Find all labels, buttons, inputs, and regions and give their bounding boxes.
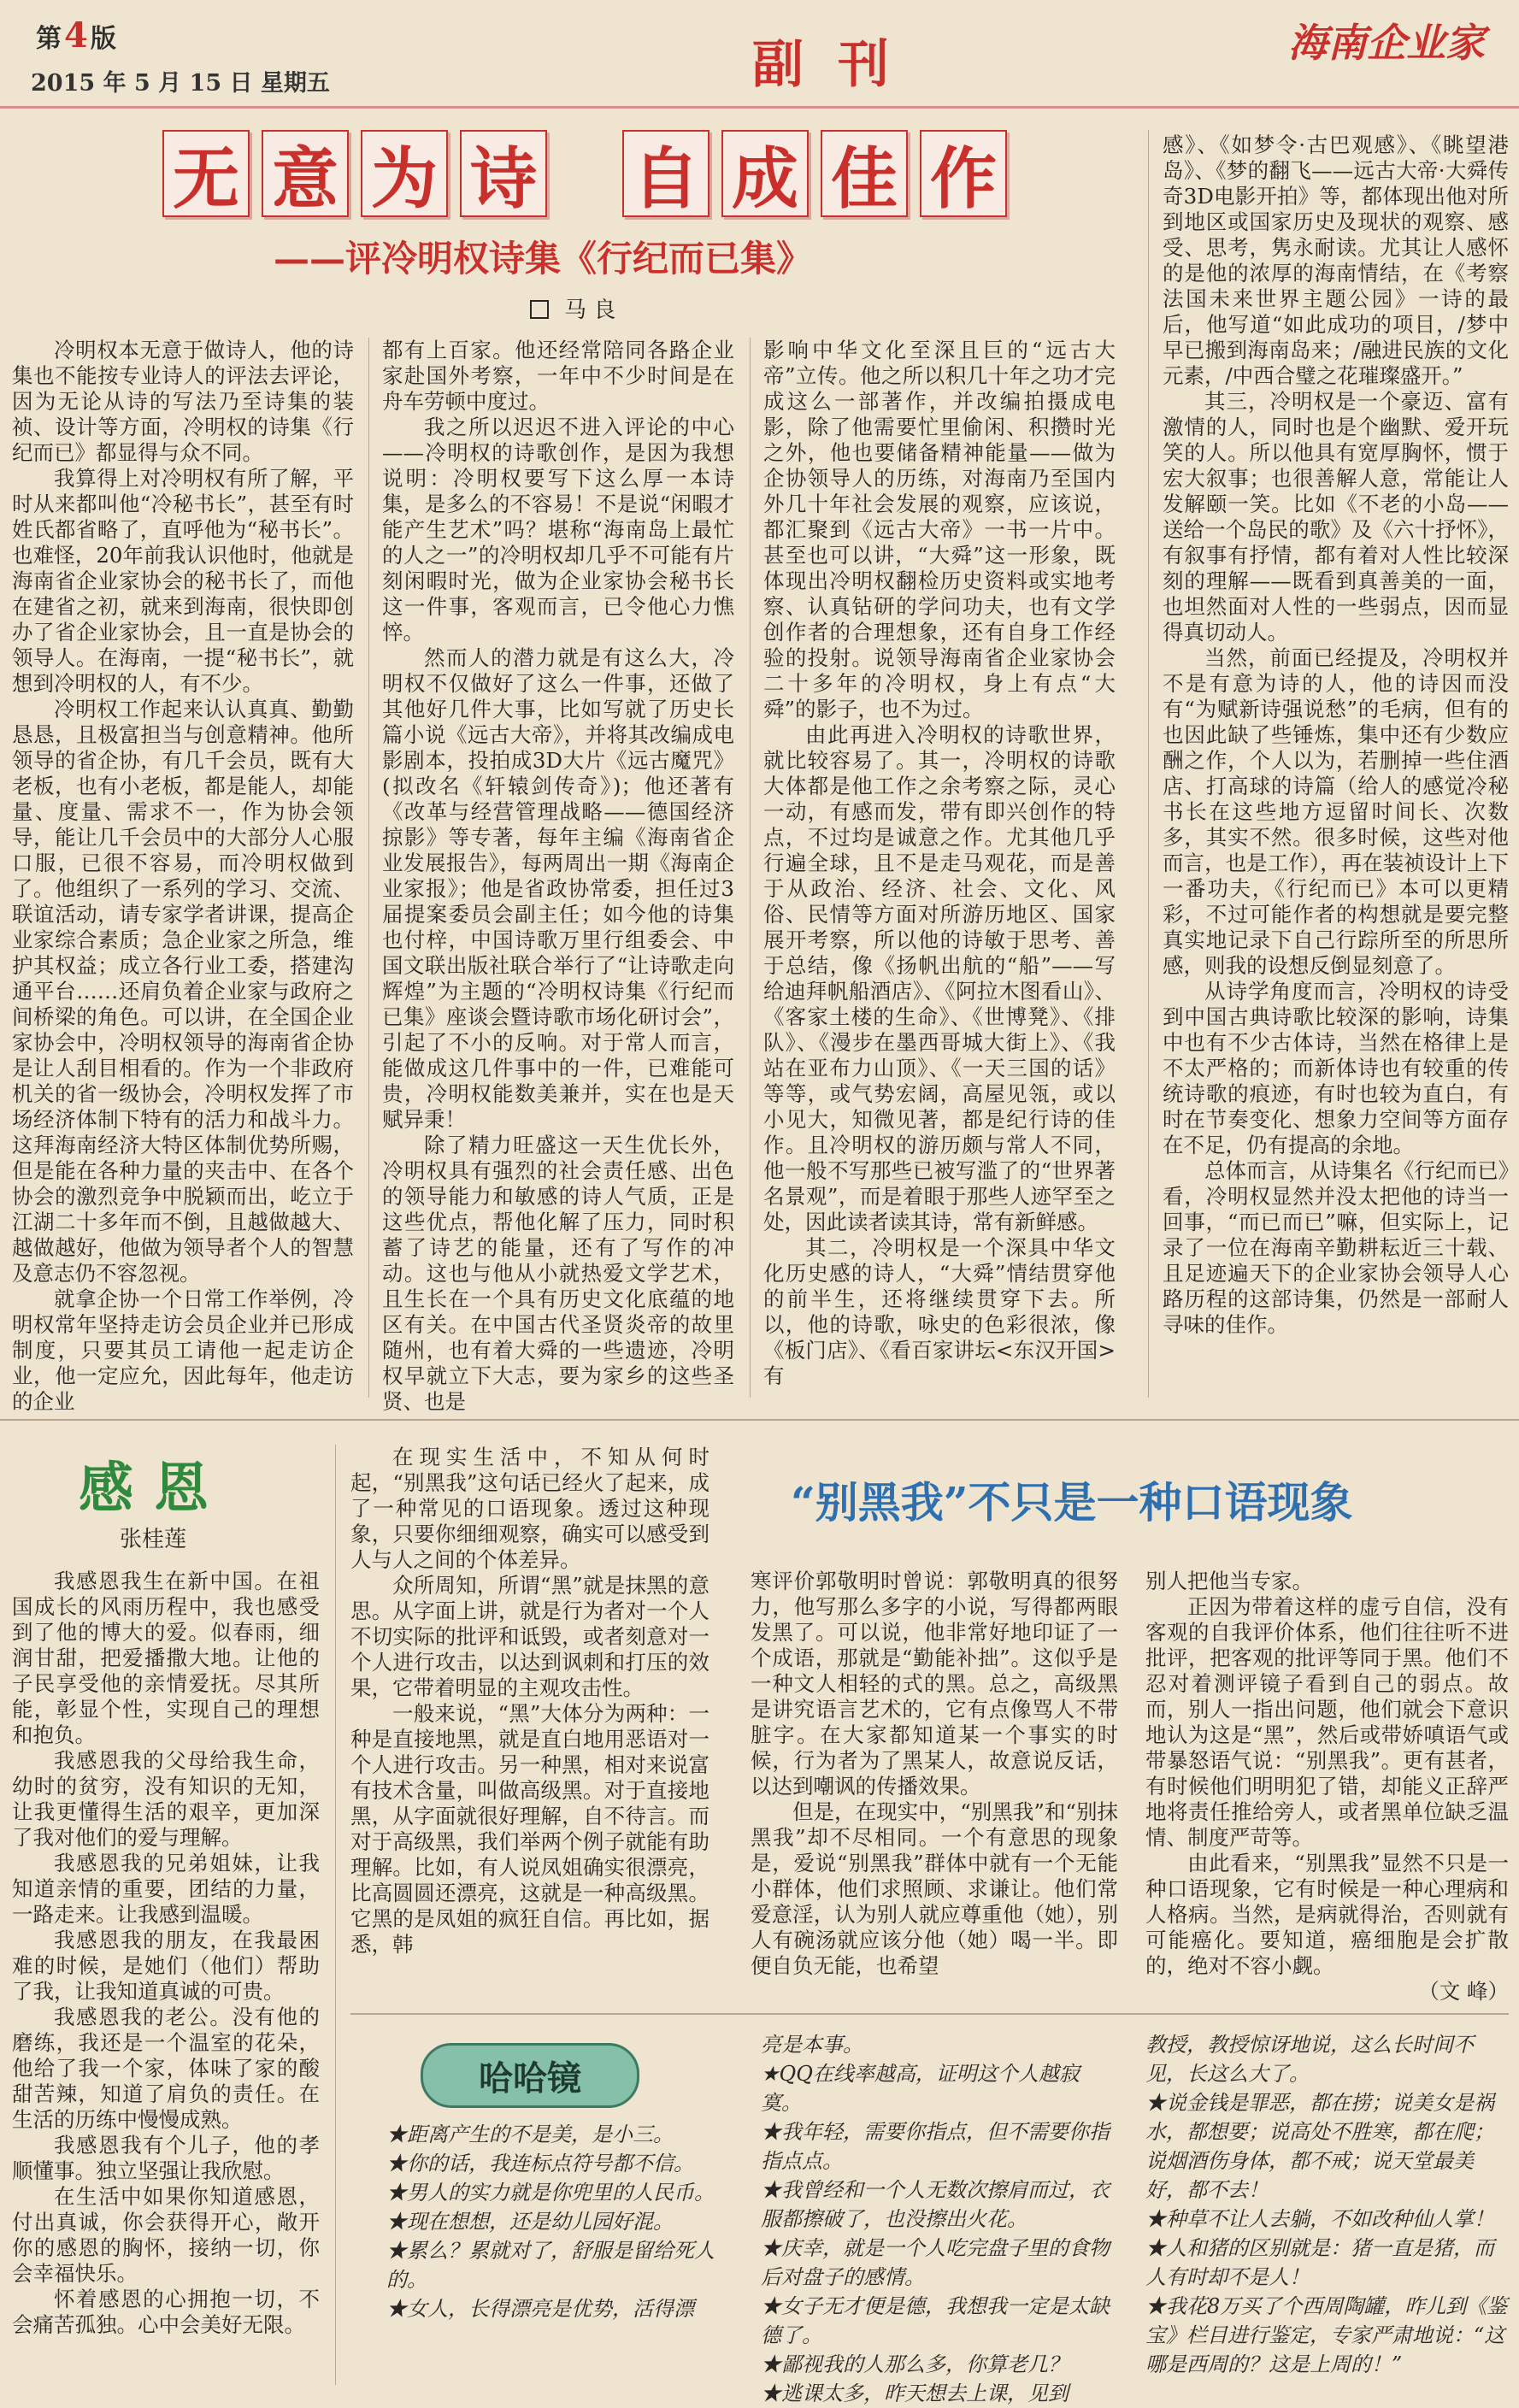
article2-author: 张桂莲 [120, 1527, 187, 1552]
title-char: 佳 [821, 130, 908, 217]
jokes-col2: 亮是本事。 ★QQ在线率越高，证明这个人越寂寞。 ★我年轻，需要你指点，但不需要你指指点点。 ★我曾经和一个人无数次擦肩而过，衣服都擦破了，也没擦出火花。 ★庆幸，就是一个人吃完盘子里的食物后对盘子的感情。 ★女子无才便是德，我想我一定是太缺德了。 ★鄙视我的人那么多，你算老几？ ★逃课太多，昨天想去上课，见到 [761, 2033, 1110, 2405]
jokes-title: 哈哈镜 [421, 2043, 639, 2108]
article3-col2: 寒评价郭敬明时曾说：郭敬明真的很努力，他写那么多字的小说，写得都两眼发黑了。可以说，他非常好地印证了一个成语，那就是“勤能补拙”。这似乎是一种文人相轻的式的黑。总之，高级黑是讲究语言艺术的，它有点像骂人不带脏字。在大家都知道某一个事实的时候，行为者为了黑某人，故意说反话，以达到嘲讽的传播效果。 但是，在现实中，“别黑我”和“别抹黑我”却不尽相同。一个有意思的现象是，爱说“别黑我”群体中就有一个无能小群体，他们求照顾、求谦让。他们常爱意淫，认为别人就应尊重他（她），别人有碗汤就应该分他（她）喝一半。即便自负无能，也希望 [751, 1569, 1118, 1978]
paper-logo: 海南企业家 [1288, 20, 1485, 66]
article3-signature: （文 峰） [1418, 1979, 1509, 2004]
title-char: 为 [361, 130, 448, 217]
article1-col2: 都有上百家。他还经常陪同各路企业家赴国外考察，一年中不少时间是在舟车劳顿中度过。 我之所以迟迟不进入评论的中心——冷明权的诗歌创作，是因为我想说明：冷明权要写下这么厚一本诗集，是多么的不容易！不是说“闲暇才能产生艺术”吗？堪称“海南岛上最忙的人之一”的冷明权却几乎不可能有片刻闲暇时光，做为企业家协会秘书长这一件事，客观而言，已令他心力憔悴。 然而人的潜力就是有这么大，冷明权不仅做好了这么一件事，还做了其他好几件大事，比如写就了历史长篇小说《远古大帝》，并将其改编成电影剧本，投拍成3D大片《远古魔咒》(拟改名《轩辕剑传奇》)；他还著有《改革与经营管理战略——德国经济掠影》等专著，每年主编《海南省企业发展报告》，每两周出一期《海南企业家报》；他是省政协常委，担任过3届提案委员会副主任；如今他的诗集也付梓，中国诗歌万里行组委会、中国文联出版社联合举行了“让诗歌走向辉煌”为主题的“冷明权诗集《行纪而已集》座谈会暨诗歌市场化研讨会”，引起了不小的反响。对于常人而言，能做成这几件事中的一件，已难能可贵，冷明权能数美兼并，实在也是天赋异秉！ 除了精力旺盛这一天生优长外，冷明权具有强烈的社会责任感、出色的领导能力和敏感的诗人气质，正是这些优点，帮他化解了压力，同时积蓄了诗艺的能量，还有了写作的冲动。这也与他从小就热爱文学艺术，且生长在一个具有历史文化底蕴的地区有关。在中国古代圣贤炎帝的故里随州，也有着大舜的一些遗迹，冷明权早就立下大志，要为家乡的这些圣贤、也是 [382, 338, 734, 1414]
article1-col3: 影响中华文化至深且巨的“远古大帝”立传。他之所以积几十年之功才完成这么一部著作，并改编拍摄成电影，除了他需要忙里偷闲、积攒时光之外，他也要储备精神能量——做为企协领导人的历练，对海南乃至国内外几十年社会发展的观察，应该说，都汇聚到《远古大帝》一书一片中。甚至也可以讲，“大舜”这一形象，既体现出冷明权翻检历史资料或实地考察、认真钻研的学问功夫，也有文学创作者的合理想象，还有自身工作经验的投射。说领导海南省企业家协会二十多年的冷明权，身上有点“大舜”的影子，也不为过。 由此再进入冷明权的诗歌世界，就比较容易了。其一，冷明权的诗歌大体都是他工作之余考察之际，灵心一动，有感而发，带有即兴创作的特点，不过均是诚意之作。尤其他几乎行遍全球，且不是走马观花，而是善于从政治、经济、社会、文化、风俗、民情等方面对所游历地区、国家展开考察，所以他的诗敏于思考、善于总结，像《扬帆出航的“船”——写给迪拜帆船酒店》、《阿拉木图看山》、《客家土楼的生命》、《世博凳》、《排队》、《漫步在墨西哥城大街上》、《我站在亚布力山顶》、《一天三国的话》等等，或气势宏阔，高屋见瓴，或以小见大，知微见著，都是纪行诗的佳作。且冷明权的游历颇与常人不同，他一般不写那些已被写滥了的“世界著名景观”，而是着眼于那些人迹罕至之处，因此读者读其诗，常有新鲜感。 其二，冷明权是一个深具中华文化历史感的诗人，“大舜”情结贯穿他的前半生，还将继续贯穿下去。所以，他的诗歌，咏史的色彩很浓，像《板门店》、《看百家讲坛<东汉开国>有 [763, 338, 1116, 1388]
article3-title: “别黑我”不只是一种口语现象 [791, 1477, 1353, 1528]
masthead-rule [0, 106, 1519, 109]
article2-body: 我感恩我生在新中国。在祖国成长的风雨历程中，我也感受到了他的博大的爱。似春雨，细润甘甜，把爱播撒大地。让他的子民享受他的亲情爱抚。尽其所能，彰显个性，实现自己的理想和抱负。 我感恩我的父母给我生命，幼时的贫穷，没有知识的无知，让我更懂得生活的艰辛，更加深了我对他们的爱与理解。 我感恩我的兄弟姐妹，让我知道亲情的重要，团结的力量，一路走来。让我感到温暖。 我感恩我的朋友，在我最困难的时候，是她们（他们）帮助了我，让我知道真诚的可贵。 我感恩我的老公。没有他的磨练，我还是一个温室的花朵，他给了我一个家，体味了家的酸甜苦辣，知道了肩负的责任。在生活的历练中慢慢成熟。 我感恩我有个儿子，他的孝顺懂事。独立坚强让我欣慰。 在生活中如果你知道感恩，付出真诚，你会获得开心，敞开你的感恩的胸怀，接纳一切，你会幸福快乐。 怀着感恩的心拥抱一切，不会痛苦孤独。心中会美好无限。 [12, 1569, 320, 2337]
title-char: 自 [622, 130, 709, 217]
section-title: 副刊 [752, 35, 923, 95]
article1-author: 马 良 [530, 292, 615, 324]
jokes-divider [350, 2013, 1509, 2015]
title-char: 成 [721, 130, 809, 217]
jokes-col3: 教授，教授惊讶地说，这么长时间不见，长这么大了。 ★说金钱是罪恶，都在捞；说美女是祸水，都想要；说高处不胜寒，都在爬；说烟酒伤身体，都不戒；说天堂最美好，都不去！ ★种草不让人去躺，不如改种仙人掌！ ★人和猪的区别就是：猪一直是猪，而人有时却不是人！ ★我花8万买了个西周陶罐，昨儿到《鉴宝》栏目进行鉴定，专家严肃地说：“这哪是西周的？这是上周的！” [1145, 2033, 1508, 2376]
title-char: 诗 [460, 130, 547, 217]
article3-col3: 别人把他当专家。 正因为带着这样的虚亏自信，没有客观的自我评价体系，他们往往听不进批评，把客观的批评等同于黑。他们不忍对着测评镜子看到自己的弱点。故而，别人一指出问题，他们就会下意识地认为这是“黑”，然后或带娇嗔语气或带暴怒语气说：“别黑我”。更有甚者，有时候他们明明犯了错，却能义正辞严地将责任推给旁人，或者黑单位缺乏温情、制度严苛等。 由此看来，“别黑我”显然不只是一种口语现象，它有时候是一种心理病和人格病。当然，是病就得治，否则就有可能癌化。要知道，癌细胞是会扩散的，绝对不容小觑。 （文 峰） [1145, 1569, 1509, 2004]
article1-subtitle: ——评冷明权诗集《行纪而已集》 [274, 238, 813, 280]
title-char: 无 [162, 130, 250, 217]
article2-title: 感恩 [79, 1457, 229, 1521]
title-char: 作 [920, 130, 1007, 217]
edition-label: 第4 版 [36, 15, 116, 56]
article3-col1: 在现实生活中，不知从何时起，“别黑我”这句话已经火了起来，成了一种常见的口语现象。透过这种现象，只要你细细观察，确实可以感受到人与人之间的个体差异。 众所周知，所谓“黑”就是抹黑的意思。从字面上讲，就是行为者对一个人不切实际的批评和诋毁，或者刻意对一个人进行攻击，以达到讽刺和打压的效果，它带着明显的主观攻击性。 一般来说，“黑”大体分为两种：一种是直接地黑，就是直白地用恶语对一个人进行攻击。另一种黑，相对来说富有技术含量，叫做高级黑。对于直接地黑，从字面就很好理解，自不待言。而对于高级黑，我们举两个例子就能有助理解。比如，有人说凤姐确实很漂亮，比高圆圆还漂亮，这就是一种高级黑。它黑的是凤姐的疯狂自信。再比如，据悉，韩 [350, 1445, 709, 1957]
title-char: 意 [262, 130, 349, 217]
jokes-col1: ★距离产生的不是美，是小三。 ★你的话，我连标点符号都不信。 ★男人的实力就是你兜里的人民币。 ★现在想想，还是幼儿园好混。 ★累么？累就对了，舒服是留给死人的。 ★女人，长得漂亮是优势，活得漂 [386, 2122, 715, 2321]
section-divider [0, 1419, 1519, 1421]
article1-col4: 感》、《如梦令·古巴观感》、《眺望港岛》、《梦的翻飞——远古大帝·大舜传奇3D电影开拍》等，都体现出他对所到地区或国家历史及现状的观察、感受、思考，隽永耐读。尤其让人感怀的是他的浓厚的海南情结，在《考察法国未来世界主题公园》一诗的最后，他写道“如此成功的项目，/梦中早已搬到海南岛来；/融进民族的文化元素，/中西合璧之花璀璨盛开。” 其三，冷明权是一个豪迈、富有激情的人，同时也是个幽默、爱开玩笑的人。所以他具有宽厚胸怀，惯于宏大叙事；也很善解人意，常能让人发解颐一笑。比如《不老的小岛——送给一个岛民的歌》及《六十抒怀》，有叙事有抒情，都有着对人性比较深刻的理解——既看到真善美的一面，也坦然面对人性的一些弱点，因而显得真切动人。 当然，前面已经提及，冷明权并不是有意为诗的人，他的诗因而没有“为赋新诗强说愁”的毛病，但有的也因此缺了些锤炼，集中还有少数应酬之作，个人以为，若删掉一些住酒店、打高球的诗篇（给人的感觉冷秘书长在这些地方逗留时间长、次数多，其实不然。很多时候，这些对他而言，也是工作），再在装祯设计上下一番功夫，《行纪而已》本可以更精彩，不过可能作者的构想就是要完整真实地记录下自己行踪所至的所思所感，则我的设想反倒显刻意了。 从诗学角度而言，冷明权的诗受到中国古典诗歌比较深的影响，诗集中也有不少古体诗，当然在格律上是不太严格的；而新体诗也有较重的传统诗歌的痕迹，有时也较为直白，有时在节奏变化、想象力空间等方面存在不足，仍有提高的余地。 总体而言，从诗集名《行纪而已》看，冷明权显然并没太把他的诗当一回事，“而已而已”嘛，但实际上，记录了一位在海南辛勤耕耘近三十载、且足迹遍天下的企业家协会领导人心路历程的这部诗集，仍然是一部耐人寻味的佳作。 [1163, 132, 1509, 1337]
article1-col1: 冷明权本无意于做诗人，他的诗集也不能按专业诗人的评法去评论，因为无论从诗的写法乃至诗集的装祯、设计等方面，冷明权的诗集《行纪而已》都显得与众不同。 我算得上对冷明权有所了解，平时从来都叫他“冷秘书长”，甚至有时姓氏都省略了，直呼他为“秘书长”。也难怪，20年前我认识他时，他就是海南省企业家协会的秘书长了，而他在建省之初，就来到海南，很快即创办了省企业家协会，且一直是协会的领导人。在海南，一提“秘书长”，就想到冷明权的人，有不少。 冷明权工作起来认认真真、勤勤恳恳，且极富担当与创意精神。他所领导的省企协，有几千会员，既有大老板，也有小老板，都是能人，却能量、度量、需求不一，作为协会领导，能让几千会员中的大部分人心服口服，已很不容易，而冷明权做到了。他组织了一系列的学习、交流、联谊活动，请专家学者讲课，提高企业家综合素质；急企业家之所急，维护其权益；成立各行业工委，搭建沟通平台……还肩负着企业家与政府之间桥梁的角色。可以讲，在全国企业家协会中，冷明权领导的海南省企协是让人刮目相看的。作为一个非政府机关的省一级协会，冷明权发挥了市场经济体制下特有的活力和战斗力。这拜海南经济大特区体制优势所赐，但是能在各种力量的夹击中、在各个协会的激烈竞争中脱颖而出，屹立于江湖二十多年而不倒，且越做越大、越做越好，他做为领导者个人的智慧及意志仍不容忽视。 就拿企协一个日常工作举例，冷明权常年坚持走访会员企业并已形成制度，只要其员工请他一起走访企业，他一定应允，因此每年，他走访的企业 [12, 338, 354, 1414]
issue-date: 2015 年 5 月 15 日 星期五 [31, 70, 330, 97]
article1-title [162, 130, 1007, 217]
